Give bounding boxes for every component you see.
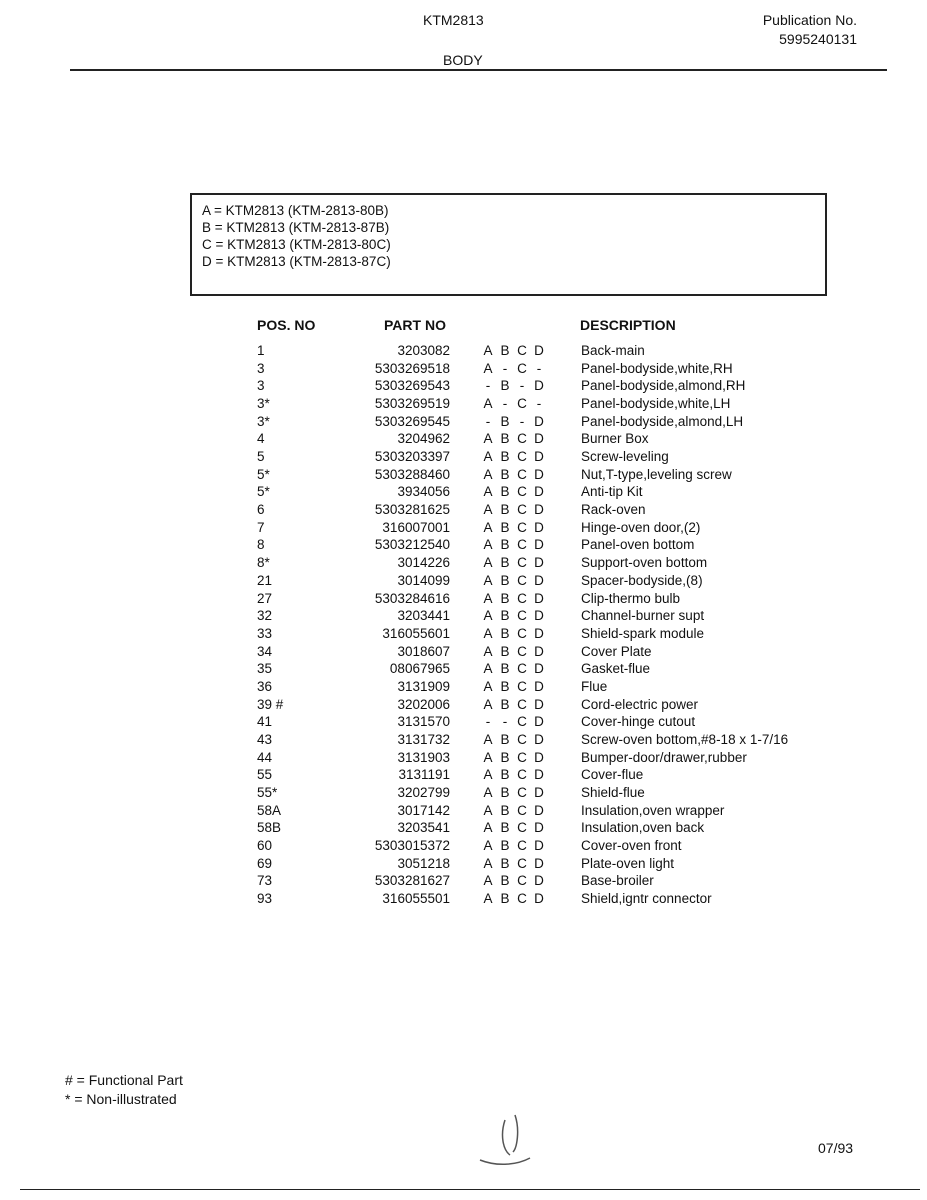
model-applicability: A (483, 891, 493, 907)
model-applicability: D (534, 466, 544, 482)
model-applicability: A (483, 360, 493, 376)
part-no: 3017142 (397, 802, 450, 818)
model-applicability: B (500, 749, 510, 765)
pos-no: 3* (257, 396, 270, 412)
description: Cord-electric power (581, 696, 699, 712)
pos-no: 1 (257, 343, 265, 358)
part-no: 3202006 (397, 696, 450, 712)
legend-a: A = KTM2813 (KTM-2813-80B) (202, 203, 389, 218)
model-applicability: A (483, 785, 493, 800)
model-applicability: A (483, 855, 493, 871)
model-applicability: D (534, 555, 544, 571)
model-applicability: C (517, 838, 527, 854)
model-applicability: C (517, 625, 527, 641)
description: Nut,T-type,leveling screw (581, 466, 732, 482)
description: Cover Plate (581, 643, 652, 659)
model-applicability: C (517, 431, 527, 447)
pos-no: 6 (257, 502, 265, 518)
part-no: 3131191 (398, 767, 450, 783)
model-applicability: C (517, 873, 527, 889)
header-rule (70, 69, 887, 71)
part-no: 5303281627 (374, 873, 450, 889)
part-no: 5303203397 (374, 449, 450, 465)
part-no: 5303015372 (374, 838, 450, 854)
model-applicability: B (500, 838, 510, 854)
part-no: 316055501 (382, 891, 450, 907)
section-title: BODY (443, 52, 483, 68)
model-applicability: B (500, 590, 510, 606)
part-no: 3131909 (397, 678, 450, 694)
part-no: 08067965 (389, 661, 450, 677)
model-applicability: B (500, 502, 510, 518)
pos-no: 34 (257, 643, 273, 659)
description: Shield-spark module (581, 625, 705, 641)
description: Plate-oven light (581, 855, 675, 871)
legend-c: C = KTM2813 (KTM-2813-80C) (202, 237, 391, 252)
table-row (0, 626, 927, 644)
table-row (0, 555, 927, 573)
model-applicability: B (500, 484, 510, 500)
pos-no: 3 (257, 360, 265, 376)
model-applicability: A (483, 767, 493, 783)
model-applicability: C (517, 731, 527, 747)
description: Channel-burner supt (581, 608, 705, 624)
model-applicability: B (500, 767, 510, 783)
model-applicability: D (534, 714, 544, 730)
description: Spacer-bodyside,(8) (581, 572, 703, 588)
part-no: 316007001 (382, 519, 450, 535)
pos-no: 69 (257, 855, 273, 871)
description: Shield,igntr connector (581, 891, 712, 907)
table-row (0, 732, 927, 750)
model-applicability: C (517, 360, 527, 376)
handwritten-mark-icon (465, 1100, 555, 1170)
pos-no: 5* (257, 484, 270, 500)
part-no: 3202799 (397, 785, 450, 800)
model-applicability: A (483, 625, 493, 641)
description: Insulation,oven back (581, 820, 705, 836)
model-applicability: A (483, 731, 493, 747)
part-no: 5303269543 (374, 378, 450, 394)
model-applicability: A (483, 661, 493, 677)
table-row (0, 608, 927, 626)
pos-no: 58B (257, 820, 282, 836)
table-row (0, 838, 927, 856)
model-applicability: D (534, 431, 544, 447)
model-applicability: B (500, 873, 510, 889)
model-applicability: D (534, 802, 544, 818)
model-applicability: B (500, 678, 510, 694)
model-applicability: A (483, 802, 493, 818)
part-no: 3014099 (397, 572, 450, 588)
model-applicability: D (534, 625, 544, 641)
model-applicability: - (519, 378, 525, 394)
legend-b: B = KTM2813 (KTM-2813-87B) (202, 220, 390, 235)
model-applicability: - (519, 413, 525, 429)
description: Anti-tip Kit (581, 484, 643, 500)
model-applicability: B (500, 466, 510, 482)
model-applicability: C (517, 855, 527, 871)
model-applicability: A (483, 466, 493, 482)
model-applicability: D (534, 449, 544, 465)
model-applicability: C (517, 661, 527, 677)
part-no: 3018607 (397, 643, 450, 659)
model-applicability: D (534, 873, 544, 889)
model-applicability: C (517, 590, 527, 606)
model-applicability: - (536, 360, 542, 376)
model-applicability: A (483, 678, 493, 694)
part-no: 316055601 (382, 625, 450, 641)
description: Cover-oven front (581, 838, 682, 854)
table-row (0, 414, 927, 432)
model-applicability: - (502, 360, 508, 376)
model-applicability: D (534, 820, 544, 836)
pos-no: 5 (257, 449, 265, 465)
table-row (0, 396, 927, 414)
model-applicability: D (534, 749, 544, 765)
pos-no: 33 (257, 625, 273, 641)
part-no: 5303212540 (374, 537, 450, 553)
model-applicability: B (500, 820, 510, 836)
model-applicability: B (500, 413, 510, 429)
model-applicability: D (534, 502, 544, 518)
model-applicability: C (517, 396, 527, 412)
part-no: 3131732 (397, 731, 450, 747)
description: Base-broiler (581, 873, 654, 889)
model-applicability: C (517, 519, 527, 535)
model-applicability: A (483, 484, 493, 500)
model-applicability: B (500, 555, 510, 571)
pos-no: 32 (257, 608, 273, 624)
model-applicability: - (502, 714, 508, 730)
table-row (0, 767, 927, 785)
description: Support-oven bottom (581, 555, 708, 571)
model-applicability: B (500, 343, 510, 358)
model-applicability: D (534, 855, 544, 871)
pos-no: 8 (257, 537, 265, 553)
model-applicability: C (517, 767, 527, 783)
model-applicability: D (534, 661, 544, 677)
table-row (0, 785, 927, 803)
description: Clip-thermo bulb (581, 590, 681, 606)
pos-no: 4 (257, 431, 265, 447)
model-applicability: A (483, 431, 493, 447)
pos-no: 41 (257, 714, 273, 730)
model-applicability: A (483, 572, 493, 588)
model-applicability: D (534, 678, 544, 694)
pos-no: 55* (257, 785, 278, 800)
table-row (0, 661, 927, 679)
table-row (0, 697, 927, 715)
footer-rule (20, 1189, 920, 1190)
part-no: 5303281625 (374, 502, 450, 518)
model-applicability: - (485, 378, 491, 394)
model-applicability: A (483, 449, 493, 465)
table-row (0, 520, 927, 538)
model-applicability: C (517, 572, 527, 588)
model-applicability: B (500, 661, 510, 677)
table-row (0, 820, 927, 838)
table-row (0, 343, 927, 361)
description: Screw-oven bottom,#8-18 x 1-7/16 (581, 731, 789, 747)
model-applicability: D (534, 343, 544, 358)
pos-no: 8* (257, 555, 270, 571)
model-applicability: - (536, 396, 542, 412)
header-description: DESCRIPTION (580, 317, 676, 333)
model-applicability: C (517, 820, 527, 836)
model-applicability: C (517, 537, 527, 553)
pos-no: 27 (257, 590, 273, 606)
table-row (0, 803, 927, 821)
table-row (0, 856, 927, 874)
part-no: 5303269545 (374, 413, 450, 429)
model-applicability: C (517, 484, 527, 500)
model-applicability: B (500, 731, 510, 747)
model-applicability: C (517, 785, 527, 800)
description: Panel-bodyside,white,RH (581, 360, 733, 376)
table-row (0, 484, 927, 502)
part-no: 3014226 (397, 555, 450, 571)
pos-no: 36 (257, 678, 273, 694)
model-applicability: A (483, 396, 493, 412)
model-applicability: C (517, 608, 527, 624)
part-no: 5303269518 (374, 360, 450, 376)
pos-no: 93 (257, 891, 273, 907)
footnote-non-illustrated: * = Non-illustrated (65, 1091, 177, 1107)
description: Bumper-door/drawer,rubber (581, 749, 747, 765)
description: Screw-leveling (581, 449, 669, 465)
part-no: 5303284616 (374, 590, 450, 606)
description: Panel-bodyside,almond,RH (581, 378, 746, 394)
model-applicability: C (517, 714, 527, 730)
table-row (0, 378, 927, 396)
model-applicability: A (483, 608, 493, 624)
model-title: KTM2813 (423, 12, 484, 28)
description: Cover-flue (581, 767, 644, 783)
model-applicability: B (500, 802, 510, 818)
part-no: 3934056 (397, 484, 450, 500)
model-applicability: D (534, 590, 544, 606)
table-row (0, 467, 927, 485)
model-applicability: D (534, 767, 544, 783)
table-row (0, 573, 927, 591)
model-applicability: A (483, 749, 493, 765)
part-no: 3203541 (397, 820, 450, 836)
model-applicability: A (483, 590, 493, 606)
description: Cover-hinge cutout (581, 714, 696, 730)
model-applicability: D (534, 891, 544, 907)
model-applicability: B (500, 625, 510, 641)
table-row (0, 679, 927, 697)
pos-no: 73 (257, 873, 273, 889)
pos-no: 44 (257, 749, 273, 765)
pos-no: 58A (257, 802, 282, 818)
model-applicability: C (517, 643, 527, 659)
model-applicability: B (500, 449, 510, 465)
model-applicability: C (517, 891, 527, 907)
description: Panel-oven bottom (581, 537, 695, 553)
part-no: 3203441 (397, 608, 450, 624)
model-applicability: A (483, 502, 493, 518)
model-applicability: D (534, 608, 544, 624)
model-applicability: D (534, 484, 544, 500)
publication-number: 5995240131 (779, 31, 857, 47)
model-applicability: B (500, 643, 510, 659)
model-applicability: D (534, 378, 544, 394)
table-row (0, 537, 927, 555)
description: Flue (581, 678, 608, 694)
model-applicability: A (483, 873, 493, 889)
model-legend-box (190, 193, 827, 296)
model-applicability: - (485, 714, 491, 730)
model-applicability: A (483, 537, 493, 553)
model-applicability: D (534, 696, 544, 712)
model-applicability: C (517, 466, 527, 482)
part-no: 3051218 (397, 855, 450, 871)
table-row (0, 431, 927, 449)
model-applicability: A (483, 343, 493, 358)
description: Panel-bodyside,white,LH (581, 396, 731, 412)
description: Shield-flue (581, 785, 645, 800)
model-applicability: D (534, 572, 544, 588)
model-applicability: D (534, 413, 544, 429)
legend-d: D = KTM2813 (KTM-2813-87C) (202, 254, 391, 269)
model-applicability: B (500, 519, 510, 535)
model-applicability: C (517, 343, 527, 358)
description: Rack-oven (581, 502, 646, 518)
model-applicability: A (483, 643, 493, 659)
description: Gasket-flue (581, 661, 651, 677)
table-row (0, 750, 927, 768)
model-applicability: C (517, 749, 527, 765)
table-row (0, 449, 927, 467)
pos-no: 55 (257, 767, 273, 783)
publication-label: Publication No. (762, 12, 857, 28)
table-row (0, 361, 927, 379)
model-applicability: B (500, 696, 510, 712)
part-no: 3204962 (397, 431, 450, 447)
description: Back-main (581, 343, 645, 358)
table-row (0, 502, 927, 520)
model-applicability: B (500, 785, 510, 800)
footer-date: 07/93 (818, 1140, 854, 1156)
part-no: 3131903 (397, 749, 450, 765)
table-row (0, 591, 927, 609)
pos-no: 3* (257, 413, 270, 429)
table-row (0, 891, 927, 909)
model-applicability: A (483, 820, 493, 836)
model-applicability: - (485, 413, 491, 429)
description: Hinge-oven door,(2) (581, 519, 701, 535)
table-row (0, 714, 927, 732)
model-applicability: A (483, 555, 493, 571)
pos-no: 7 (257, 519, 265, 535)
pos-no: 43 (257, 731, 273, 747)
model-applicability: D (534, 838, 544, 854)
model-applicability: A (483, 696, 493, 712)
pos-no: 5* (257, 466, 270, 482)
part-no: 3131570 (397, 714, 450, 730)
model-applicability: C (517, 555, 527, 571)
pos-no: 39 # (257, 696, 284, 712)
model-applicability: - (502, 396, 508, 412)
table-row (0, 644, 927, 662)
model-applicability: B (500, 378, 510, 394)
part-no: 5303269519 (374, 396, 450, 412)
model-applicability: D (534, 731, 544, 747)
model-applicability: D (534, 519, 544, 535)
model-applicability: B (500, 537, 510, 553)
pos-no: 35 (257, 661, 273, 677)
model-applicability: C (517, 696, 527, 712)
description: Insulation,oven wrapper (581, 802, 725, 818)
pos-no: 60 (257, 838, 273, 854)
table-row (0, 873, 927, 891)
part-no: 5303288460 (374, 466, 450, 482)
model-applicability: A (483, 838, 493, 854)
footnote-functional: # = Functional Part (65, 1072, 183, 1088)
pos-no: 21 (257, 572, 273, 588)
model-applicability: B (500, 572, 510, 588)
model-applicability: B (500, 608, 510, 624)
model-applicability: B (500, 431, 510, 447)
model-applicability: D (534, 643, 544, 659)
model-applicability: D (534, 785, 544, 800)
model-applicability: B (500, 855, 510, 871)
description: Panel-bodyside,almond,LH (581, 413, 744, 429)
model-applicability: C (517, 678, 527, 694)
model-applicability: C (517, 502, 527, 518)
description: Burner Box (581, 431, 649, 447)
model-applicability: C (517, 802, 527, 818)
model-applicability: B (500, 891, 510, 907)
header-pos-no: POS. NO (257, 317, 316, 333)
model-applicability: A (483, 519, 493, 535)
model-applicability: D (534, 537, 544, 553)
model-applicability: C (517, 449, 527, 465)
header-part-no: PART NO (384, 317, 446, 333)
part-no: 3203082 (397, 343, 450, 358)
pos-no: 3 (257, 378, 265, 394)
